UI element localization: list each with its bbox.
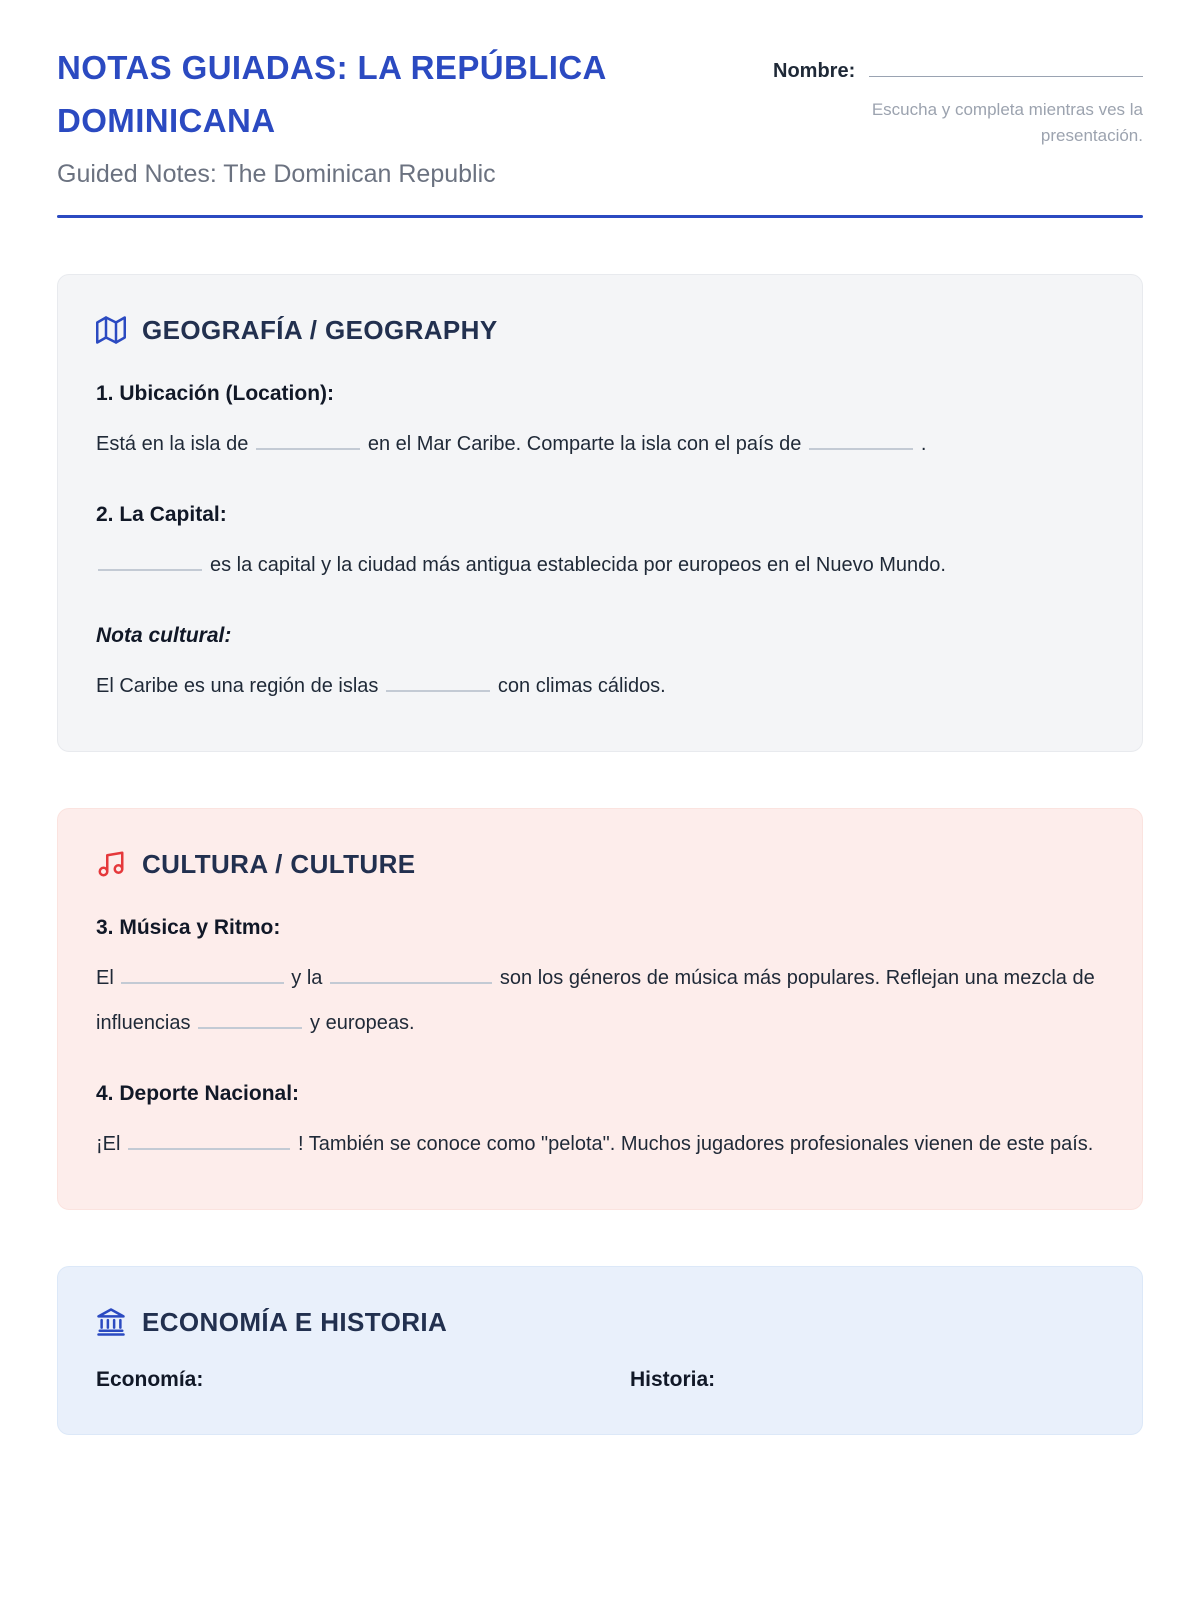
- instruction-text: Escucha y completa mientras ves la presentación.: [871, 100, 1143, 145]
- fill-in-blank[interactable]: [121, 965, 283, 984]
- question-1-label: 1. Ubicación (Location):: [96, 381, 335, 405]
- section-culture-title: CULTURA / CULTURE: [142, 848, 416, 879]
- bank-icon: [96, 1307, 126, 1337]
- question-4-label: 4. Deporte Nacional:: [96, 1081, 300, 1105]
- fill-in-blank[interactable]: [128, 1131, 290, 1150]
- history-label: Historia:: [630, 1367, 716, 1391]
- question-3-text: El y la son los géneros de música más populares. Reflejan una mezcla de influencias y europeas.: [96, 966, 1095, 1034]
- question-4-text: ¡El ! También se conoce como "pelota". Muchos jugadores profesionales vienen de este país.: [96, 1132, 1094, 1155]
- fill-in-blank[interactable]: [98, 552, 202, 571]
- name-label: Nombre:: [773, 60, 856, 82]
- section-economy-history: [57, 1266, 1143, 1435]
- map-icon: [96, 315, 126, 345]
- music-note-icon: [96, 849, 126, 879]
- fill-in-blank[interactable]: [330, 965, 492, 984]
- section-culture-header: [96, 849, 1104, 880]
- fill-in-blank[interactable]: [809, 431, 913, 450]
- section-culture: [57, 808, 1143, 1210]
- section-economy-history-header: [96, 1307, 1104, 1338]
- fill-in-blank[interactable]: [256, 431, 360, 450]
- name-block: [773, 42, 1143, 148]
- fill-in-blank[interactable]: [386, 673, 490, 692]
- economy-label: Economía:: [96, 1367, 204, 1391]
- question-1-text: Está en la isla de en el Mar Caribe. Comparte la isla con el país de .: [96, 432, 927, 455]
- question-2-label: 2. La Capital:: [96, 502, 227, 526]
- fill-in-blank[interactable]: [198, 1010, 302, 1029]
- question-2-text: es la capital y la ciudad más antigua establecida por europeos en el Nuevo Mundo.: [96, 543, 1104, 588]
- question-3-label: 3. Música y Ritmo:: [96, 915, 281, 939]
- section-economy-history-title: ECONOMÍA E HISTORIA: [142, 1306, 448, 1337]
- name-row: [773, 60, 1143, 83]
- section-geography-header: [96, 315, 1104, 346]
- page-title: NOTAS GUIADAS: LA REPÚBLICA DOMINICANA: [57, 49, 606, 139]
- header: [57, 42, 1143, 189]
- section-geography: [57, 274, 1143, 752]
- section-geography-title: GEOGRAFÍA / GEOGRAPHY: [142, 314, 498, 345]
- name-blank-line[interactable]: [869, 61, 1143, 77]
- cultural-note-label: Nota cultural:: [96, 623, 232, 647]
- economy-history-columns: [96, 1368, 1104, 1392]
- header-divider: [57, 215, 1143, 218]
- page-subtitle: Guided Notes: The Dominican Republic: [57, 159, 496, 188]
- cultural-note-text: El Caribe es una región de islas con climas cálidos.: [96, 674, 666, 697]
- header-title-block: [57, 42, 737, 189]
